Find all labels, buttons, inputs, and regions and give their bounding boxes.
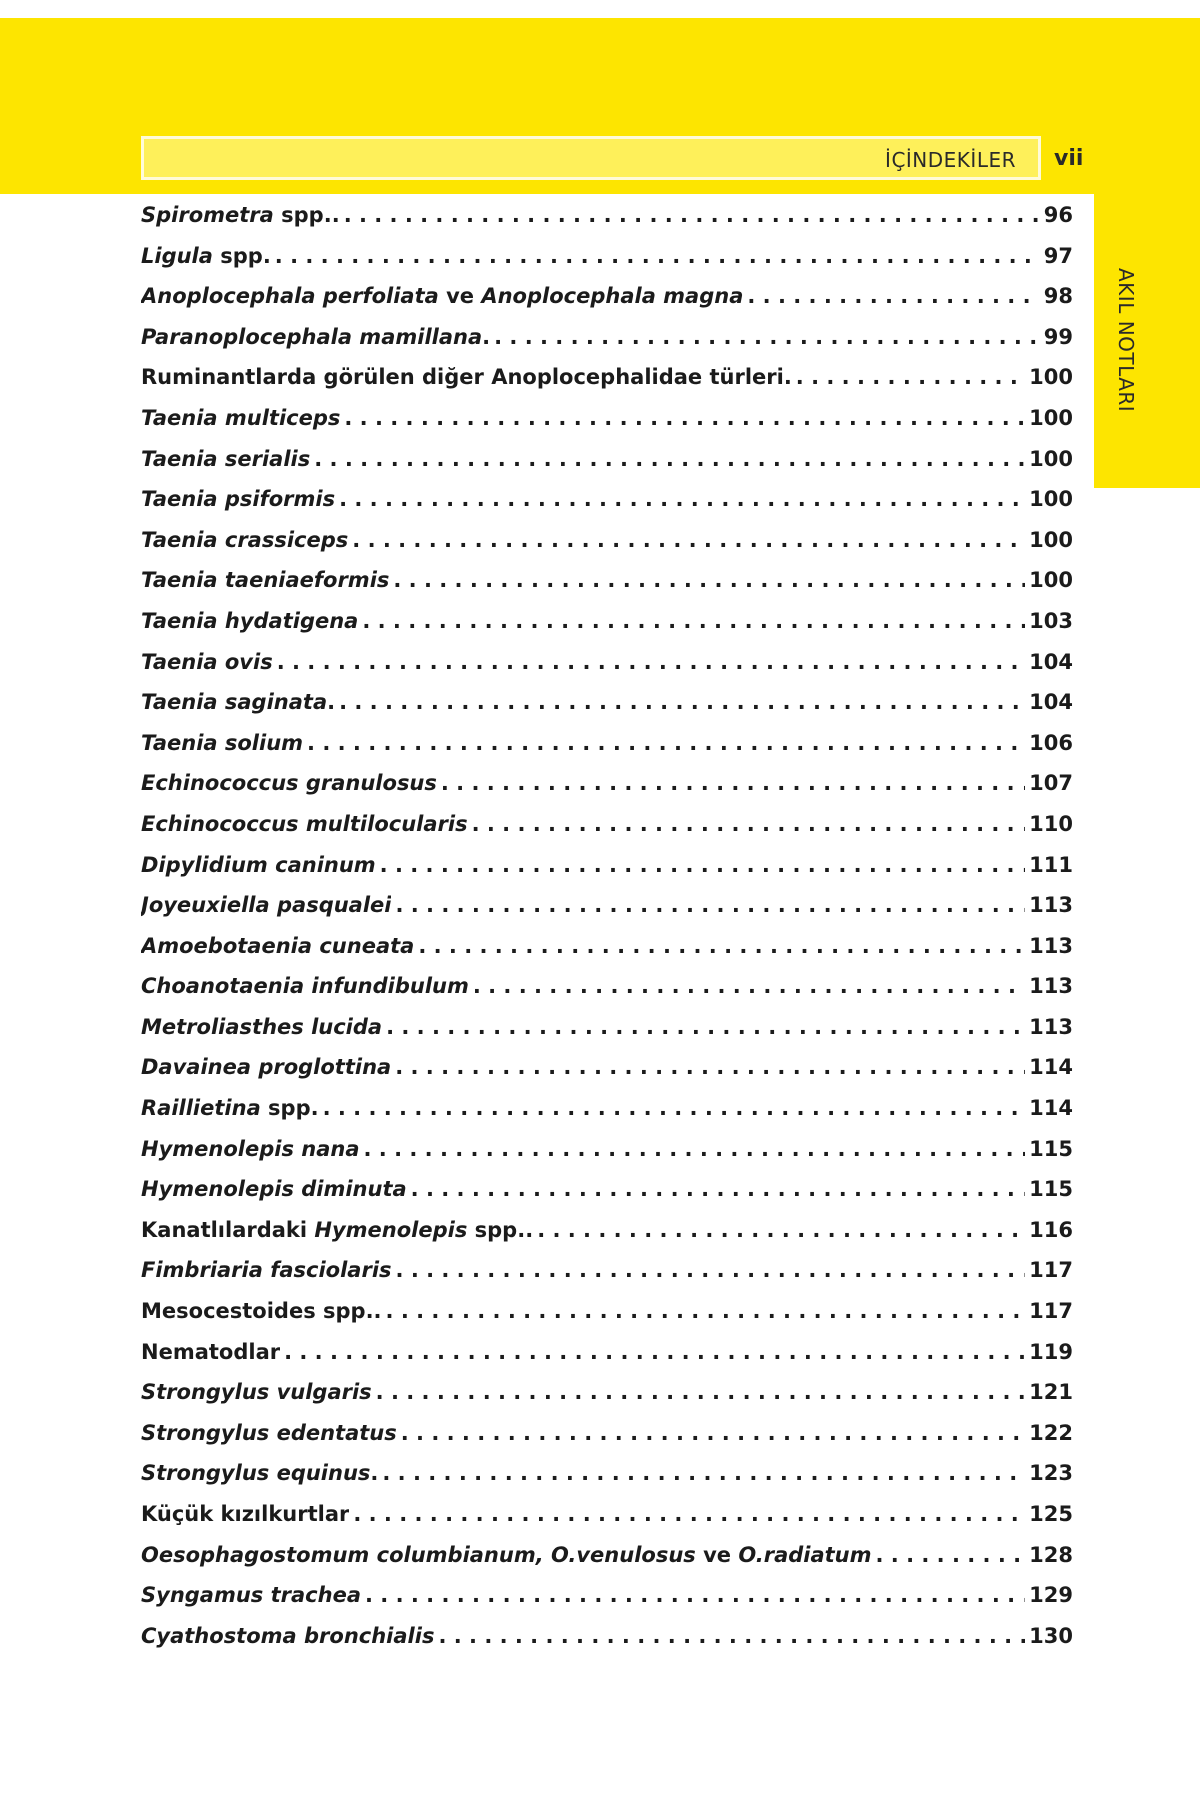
- toc-title-segment: Taenia solium: [141, 730, 304, 755]
- toc-title-segment: Taenia taeniaeformis: [141, 568, 390, 593]
- dot-leader: [275, 244, 1040, 268]
- toc-entry-title: [141, 365, 792, 389]
- dot-leader: [396, 1258, 1026, 1282]
- toc-entry-title: [141, 812, 468, 836]
- toc-title-segment: Raillietina: [141, 1096, 261, 1121]
- dot-leader: [364, 1137, 1026, 1161]
- dot-leader: [284, 1340, 1025, 1364]
- toc-entry-page: 100: [1029, 446, 1073, 471]
- toc-title-segment: Fimbriaria fasciolaris: [141, 1258, 392, 1283]
- toc-entry-page: 100: [1029, 527, 1073, 552]
- toc-entry-page: 125: [1029, 1502, 1073, 1526]
- dot-leader: [438, 1624, 1025, 1648]
- toc-entry-title: [141, 203, 340, 227]
- toc-entry[interactable]: [141, 1096, 1073, 1137]
- toc-title-segment: Echinococcus granulosus: [141, 771, 437, 796]
- toc-title-segment: Ruminantlarda görülen diğer Anoplocephalidae türleri.: [141, 365, 792, 390]
- side-tab-label: AKIL NOTLARI: [1114, 268, 1138, 413]
- toc-entry[interactable]: [141, 934, 1073, 975]
- toc-entry[interactable]: [141, 1380, 1073, 1421]
- section-title: İÇİNDEKİLER: [885, 148, 1016, 172]
- toc-entry-title: [141, 934, 414, 958]
- toc-title-segment: Davainea proglottina: [141, 1055, 392, 1080]
- header-bar: [141, 136, 1041, 180]
- toc-entry-title: [141, 284, 743, 308]
- toc-entry[interactable]: [141, 1502, 1073, 1543]
- toc-title-segment: Cyathostoma bronchialis: [141, 1623, 435, 1648]
- toc-title-segment: Choanotaenia infundibulum: [141, 974, 469, 999]
- toc-entry-page: 129: [1029, 1583, 1073, 1608]
- dot-leader: [395, 893, 1025, 917]
- toc-entry-title: [141, 1583, 361, 1607]
- toc-title-segment: Strongylus edentatus: [141, 1420, 397, 1445]
- toc-entry-page: 100: [1029, 568, 1073, 593]
- dot-leader: [339, 487, 1025, 511]
- toc-entry-title: [141, 1380, 372, 1404]
- toc-title-segment: Hymenolepis: [314, 1217, 468, 1242]
- toc-entry[interactable]: [141, 731, 1073, 772]
- toc-entry-page: 121: [1029, 1380, 1073, 1405]
- toc-entry[interactable]: [141, 487, 1073, 528]
- toc-entry-title: [141, 568, 389, 592]
- dot-leader: [362, 609, 1025, 633]
- dot-leader: [382, 1461, 1025, 1485]
- toc-entry[interactable]: [141, 1299, 1073, 1340]
- toc-title-segment: spp..: [467, 1217, 534, 1242]
- toc-title-segment: Taenia saginata: [141, 690, 328, 715]
- toc-entry-page: 116: [1029, 1217, 1073, 1242]
- toc-entry[interactable]: [141, 528, 1073, 569]
- toc-entry-title: [141, 650, 273, 674]
- toc-entry-page: 110: [1029, 811, 1073, 836]
- toc-entry-title: [141, 1055, 391, 1079]
- toc-entry[interactable]: [141, 406, 1073, 447]
- toc-title-segment: .: [327, 690, 336, 715]
- toc-entry-title: [141, 1421, 397, 1445]
- toc-entry-title: [141, 974, 469, 998]
- toc-entry-title: [141, 244, 271, 268]
- toc-entry[interactable]: [141, 893, 1073, 934]
- toc-entry-title: [141, 528, 348, 552]
- dot-leader: [395, 1055, 1025, 1079]
- dot-leader: [323, 1096, 1026, 1120]
- toc-title-segment: Küçük kızılkurtlar: [141, 1502, 350, 1526]
- dot-leader: [876, 1543, 1026, 1567]
- toc-title-segment: Strongylus vulgaris: [141, 1380, 372, 1405]
- toc-entry-page: 114: [1029, 1096, 1073, 1121]
- toc-entry[interactable]: [141, 284, 1073, 325]
- toc-entry[interactable]: [141, 812, 1073, 853]
- toc-title-segment: Hymenolepis nana: [141, 1136, 360, 1161]
- toc-title-segment: Spirometra: [141, 203, 274, 227]
- toc-entry-title: [141, 1258, 392, 1282]
- toc-entry-title: [141, 1461, 378, 1485]
- dot-leader: [380, 853, 1025, 877]
- toc-title-segment: ve: [695, 1542, 739, 1567]
- toc-entry-title: [141, 325, 490, 349]
- toc-entry-page: 123: [1029, 1461, 1073, 1486]
- toc-title-segment: Taenia psiformis: [141, 487, 336, 512]
- dot-leader: [494, 325, 1040, 349]
- toc-entry-page: 114: [1029, 1055, 1073, 1080]
- toc-title-segment: Nematodlar: [141, 1339, 281, 1364]
- toc-entry[interactable]: [141, 1015, 1073, 1056]
- toc-entry-page: 99: [1043, 324, 1073, 349]
- dot-leader: [537, 1218, 1025, 1242]
- toc-title-segment: Metroliasthes lucida: [141, 1014, 383, 1039]
- dot-leader: [376, 1380, 1025, 1404]
- toc-entry-title: [141, 487, 335, 511]
- toc-title-segment: spp.: [212, 243, 271, 268]
- toc-entry-title: [141, 1177, 407, 1201]
- toc-title-segment: Taenia crassiceps: [141, 527, 349, 552]
- toc-title-segment: Hymenolepis diminuta: [141, 1177, 407, 1202]
- toc-title-segment: Amoebotaenia cuneata: [141, 933, 415, 958]
- toc-entry-title: [141, 1137, 360, 1161]
- toc-entry-page: 100: [1029, 487, 1073, 512]
- dot-leader: [277, 650, 1025, 674]
- toc-title-segment: Anoplocephala perfoliata: [141, 284, 439, 309]
- toc-title-segment: Taenia multiceps: [141, 405, 341, 430]
- toc-entry[interactable]: [141, 203, 1073, 244]
- toc-entry[interactable]: [141, 853, 1073, 894]
- toc-title-segment: Syngamus trachea: [141, 1583, 361, 1608]
- toc-entry[interactable]: [141, 771, 1073, 812]
- dot-leader: [352, 528, 1025, 552]
- dot-leader: [393, 568, 1025, 592]
- dot-leader: [796, 365, 1025, 389]
- toc-entry-title: [141, 1543, 872, 1567]
- toc-title-segment: Taenia serialis: [141, 446, 311, 471]
- toc-entry-title: [141, 853, 376, 877]
- toc-entry[interactable]: [141, 1218, 1073, 1259]
- toc-entry-page: 128: [1029, 1542, 1073, 1567]
- toc-entry-title: [141, 893, 391, 917]
- toc-entry-title: [141, 1015, 382, 1039]
- toc-entry-page: 103: [1029, 608, 1073, 633]
- toc-entry-page: 130: [1029, 1623, 1073, 1648]
- toc-title-segment: spp..: [273, 203, 340, 227]
- toc-title-segment: Strongylus equinus: [141, 1461, 371, 1486]
- dot-leader: [418, 934, 1025, 958]
- toc-entry-title: [141, 690, 335, 714]
- toc-title-segment: ve: [438, 284, 482, 309]
- dot-leader: [401, 1421, 1025, 1445]
- toc-entry-page: 98: [1043, 284, 1073, 309]
- toc-title-segment: Joyeuxiella pasqualei: [141, 893, 392, 918]
- dot-leader: [747, 284, 1039, 308]
- toc-entry-page: 122: [1029, 1420, 1073, 1445]
- toc-entry-page: 96: [1043, 203, 1073, 227]
- dot-leader: [411, 1177, 1025, 1201]
- toc-entry[interactable]: [141, 568, 1073, 609]
- dot-leader: [339, 690, 1025, 714]
- toc-entry[interactable]: [141, 365, 1073, 406]
- toc-entry-page: 113: [1029, 933, 1073, 958]
- toc-title-segment: Dipylidium caninum: [141, 852, 376, 877]
- toc-entry-title: [141, 1502, 349, 1526]
- toc-title-segment: Taenia hydatigena: [141, 608, 359, 633]
- toc-entry-page: 100: [1029, 405, 1073, 430]
- toc-title-segment: .: [370, 1461, 379, 1486]
- toc-entry[interactable]: [141, 650, 1073, 691]
- toc-entry-page: 100: [1029, 365, 1073, 390]
- toc-entry-page: 111: [1029, 852, 1073, 877]
- toc-entry[interactable]: [141, 325, 1073, 366]
- dot-leader: [344, 203, 1040, 227]
- toc-entry-title: [141, 609, 358, 633]
- toc-entry[interactable]: [141, 1461, 1073, 1502]
- toc-title-segment: spp.: [260, 1096, 319, 1121]
- toc-entry[interactable]: [141, 1258, 1073, 1299]
- toc-entry[interactable]: [141, 1340, 1073, 1381]
- toc-entry-title: [141, 447, 310, 471]
- toc-entry-page: 117: [1029, 1258, 1073, 1283]
- toc-entry[interactable]: [141, 609, 1073, 650]
- table-of-contents: [141, 203, 1073, 1664]
- dot-leader: [386, 1015, 1025, 1039]
- dot-leader: [314, 447, 1025, 471]
- toc-entry-page: 115: [1029, 1177, 1073, 1202]
- toc-entry[interactable]: [141, 244, 1073, 285]
- toc-entry-title: [141, 1624, 434, 1648]
- toc-entry-title: [141, 1096, 319, 1120]
- dot-leader: [441, 771, 1025, 795]
- dot-leader: [344, 406, 1025, 430]
- toc-title-segment: Oesophagostomum columbianum, O.venulosus: [141, 1542, 696, 1567]
- dot-leader: [353, 1502, 1025, 1526]
- toc-entry-page: 107: [1029, 771, 1073, 796]
- toc-entry-title: [141, 771, 437, 795]
- toc-entry-page: 104: [1029, 690, 1073, 715]
- toc-entry-page: 117: [1029, 1299, 1073, 1324]
- toc-title-segment: Paranoplocephala mamillana: [141, 324, 483, 349]
- toc-entry-page: 115: [1029, 1136, 1073, 1161]
- dot-leader: [473, 974, 1025, 998]
- dot-leader: [472, 812, 1026, 836]
- toc-entry-page: 113: [1029, 893, 1073, 918]
- toc-entry[interactable]: [141, 1055, 1073, 1096]
- toc-title-segment: Taenia ovis: [141, 649, 273, 674]
- toc-entry-title: [141, 731, 303, 755]
- toc-entry[interactable]: [141, 1543, 1073, 1584]
- toc-entry-page: 106: [1029, 730, 1073, 755]
- toc-entry-title: [141, 1340, 280, 1364]
- toc-entry-title: [141, 1299, 382, 1323]
- toc-title-segment: Kanatlılardaki: [141, 1217, 315, 1242]
- toc-entry[interactable]: [141, 1421, 1073, 1462]
- toc-title-segment: Mesocestoides spp..: [141, 1299, 382, 1324]
- dot-leader: [365, 1583, 1025, 1607]
- toc-title-segment: Ligula: [141, 243, 213, 268]
- dot-leader: [307, 731, 1025, 755]
- toc-entry-page: 119: [1029, 1339, 1073, 1364]
- toc-entry-page: 113: [1029, 974, 1073, 999]
- toc-title-segment: O.radiatum: [738, 1542, 872, 1567]
- page-number: vii: [1054, 146, 1084, 171]
- toc-entry[interactable]: [141, 1624, 1073, 1665]
- toc-entry-page: 97: [1043, 243, 1073, 268]
- toc-entry-title: [141, 1218, 533, 1242]
- toc-entry-page: 104: [1029, 649, 1073, 674]
- toc-entry-title: [141, 406, 340, 430]
- toc-title-segment: Anoplocephala magna: [481, 284, 744, 309]
- toc-entry[interactable]: [141, 1583, 1073, 1624]
- toc-entry[interactable]: [141, 974, 1073, 1015]
- toc-title-segment: .: [482, 324, 491, 349]
- toc-entry[interactable]: [141, 690, 1073, 731]
- toc-entry[interactable]: [141, 447, 1073, 488]
- toc-title-segment: Echinococcus multilocularis: [141, 811, 468, 836]
- toc-entry[interactable]: [141, 1137, 1073, 1178]
- toc-entry[interactable]: [141, 1177, 1073, 1218]
- dot-leader: [386, 1299, 1026, 1323]
- toc-entry-page: 113: [1029, 1014, 1073, 1039]
